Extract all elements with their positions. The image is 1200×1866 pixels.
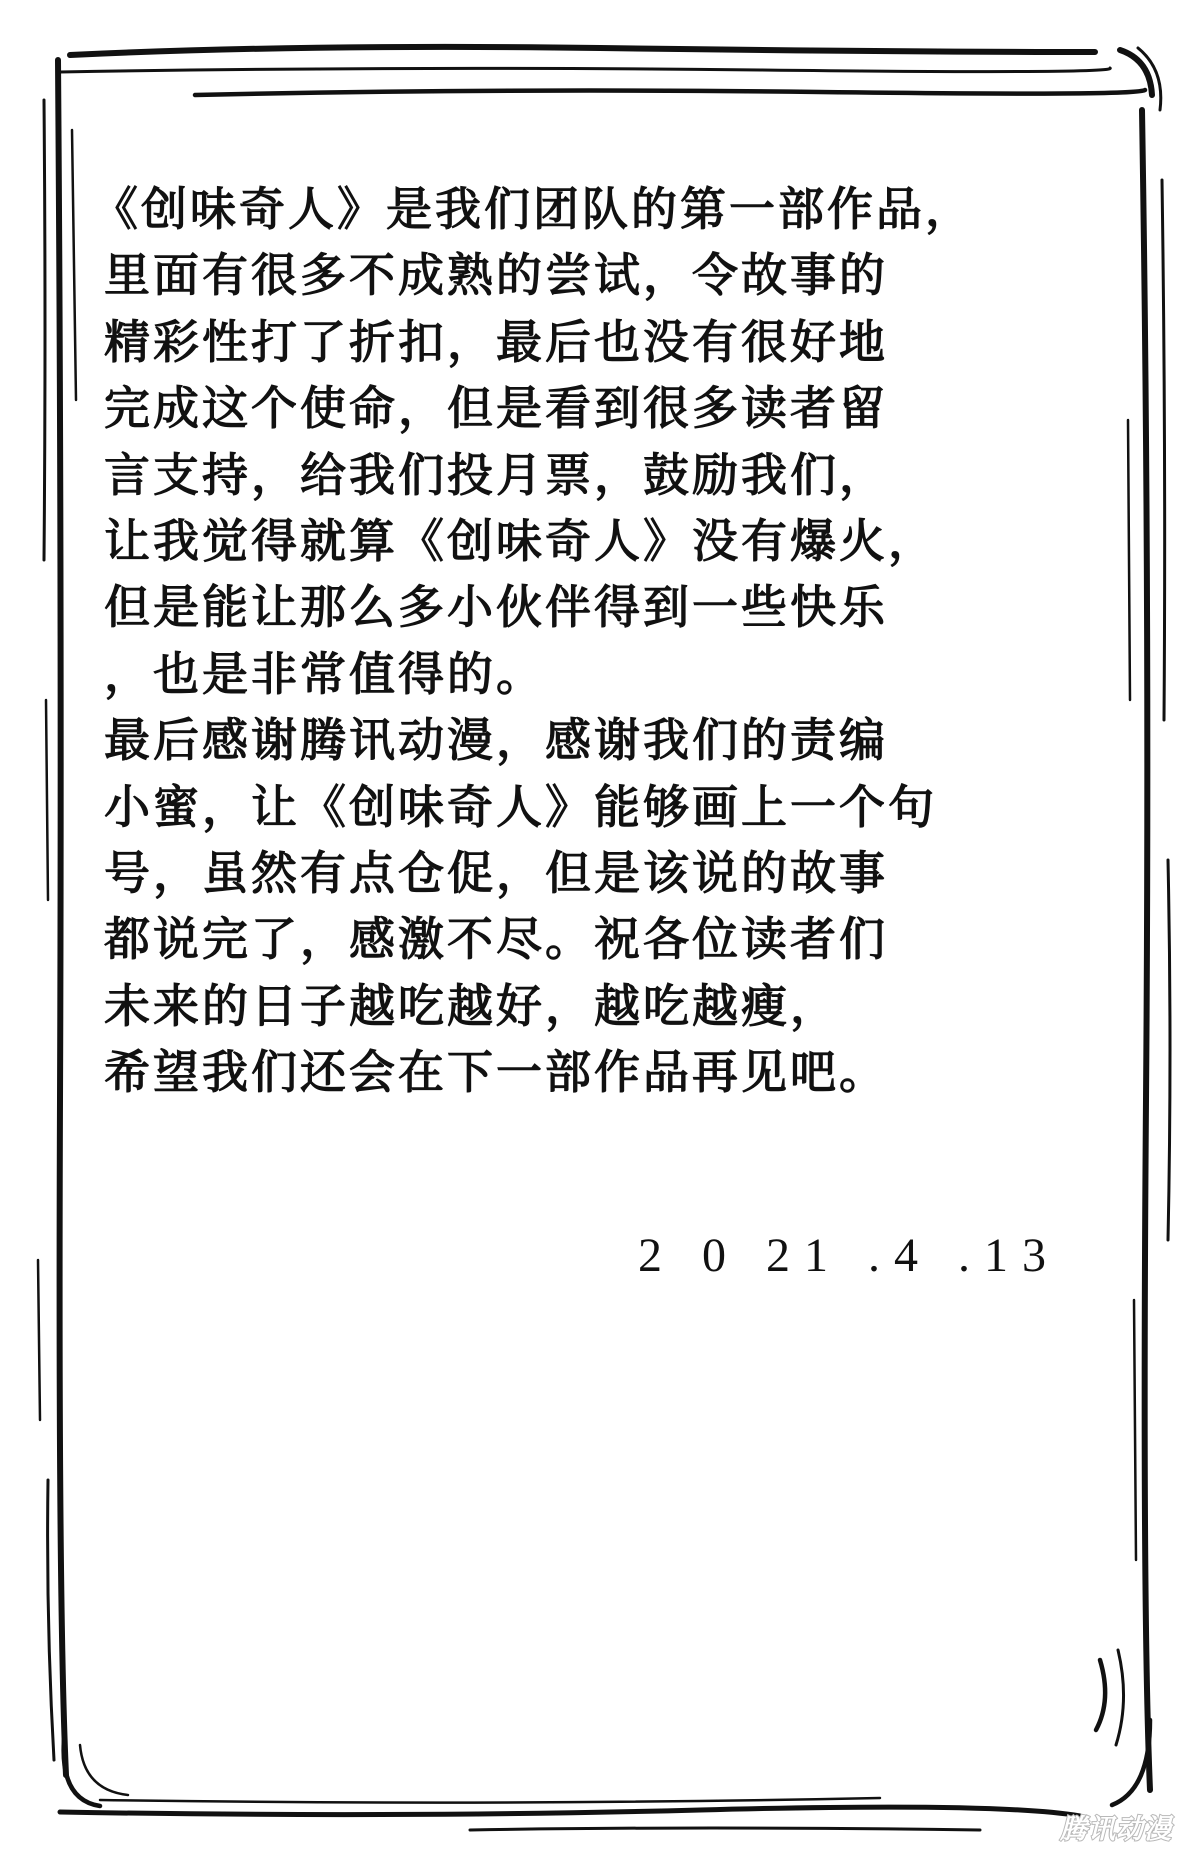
- letter-line: ，也是非常值得的。: [104, 646, 545, 701]
- letter-text: [92, 176, 1104, 1105]
- letter-line: 希望我们还会在下一部作品再见吧。: [104, 1045, 888, 1100]
- letter-date: 2 0 21 .4 .13: [638, 1229, 1060, 1282]
- letter-line: 小蜜，让《创味奇人》能够画上一个句: [104, 779, 937, 834]
- letter-line: 完成这个使命，但是看到很多读者留: [104, 381, 888, 436]
- letter-line: 让我觉得就算《创味奇人》没有爆火，: [104, 513, 937, 568]
- watermark-text: 腾讯动漫: [1060, 1814, 1172, 1845]
- letter-line: 言支持，给我们投月票，鼓励我们，: [104, 447, 888, 502]
- letter-line: 里面有很多不成熟的尝试，令故事的: [104, 248, 888, 303]
- letter-line: 但是能让那么多小伙伴得到一些快乐: [104, 580, 888, 635]
- watermark-logo: [1054, 1810, 1178, 1850]
- letter-line: 号，虽然有点仓促，但是该说的故事: [104, 845, 888, 900]
- letter-line: 未来的日子越吃越好，越吃越瘦，: [104, 978, 839, 1033]
- letter-line: 《创味奇人》是我们团队的第一部作品，: [92, 182, 974, 236]
- letter-line: 精彩性打了折扣，最后也没有很好地: [104, 314, 888, 369]
- letter-line: 都说完了，感激不尽。祝各位读者们: [104, 912, 888, 967]
- letter-line: 最后感谢腾讯动漫，感谢我们的责编: [104, 713, 888, 768]
